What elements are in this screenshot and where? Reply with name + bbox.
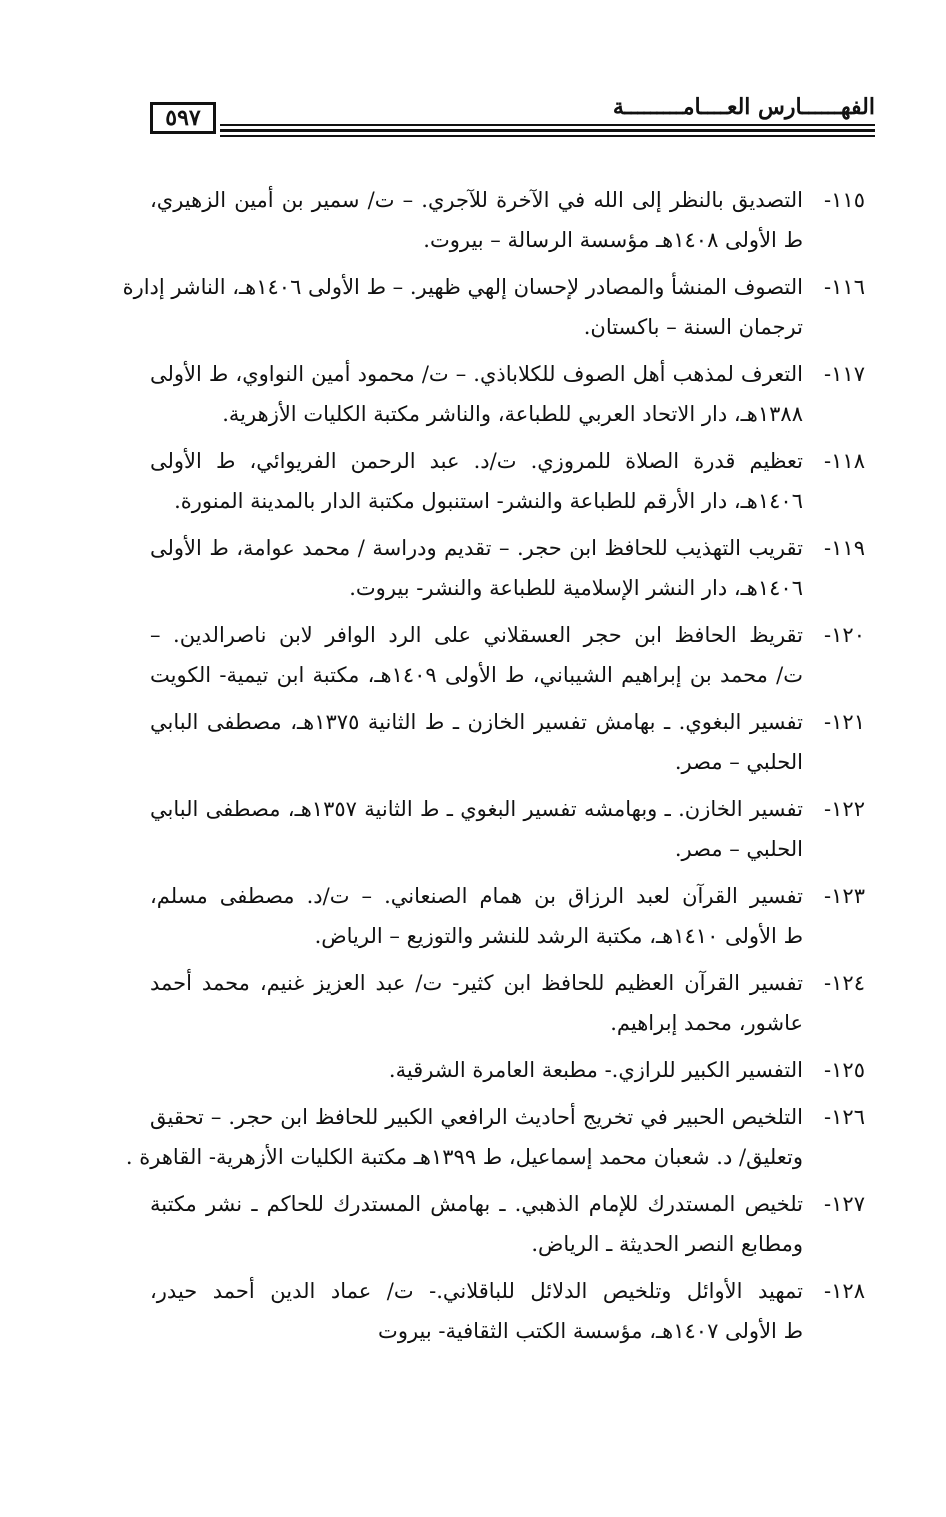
- bibliography-entry: [150, 789, 865, 869]
- entry-text-line: تقريظ الحافظ ابن حجر العسقلاني على الرد الوافر لابن ناصرالدين. –: [150, 623, 803, 647]
- bibliography-entry: [150, 354, 865, 434]
- bibliography-entry: [125, 1097, 865, 1177]
- entry-text-line: تلخيص المستدرك للإمام الذهبي. ـ بهامش المستدرك للحاكم ـ نشر مكتبة: [150, 1192, 803, 1216]
- bibliography-entry: [150, 1050, 865, 1090]
- entry-text-line: التلخيص الحبير في تخريج أحاديث الرافعي الكبير للحافظ ابن حجر. – تحقيق: [150, 1105, 803, 1129]
- entry-text-line: تمهيد الأوائل وتلخيص الدلائل للباقلاني.- ت/ عماد الدين أحمد حيدر،: [150, 1279, 803, 1303]
- header-rule: [220, 129, 875, 132]
- entry-text-line: التصوف المنشأ والمصادر لإحسان إلهي ظهير. – ط الأولى ١٤٠٦هـ، الناشر إدارة: [122, 275, 803, 299]
- running-title: الفهــــــارس العــــامـــــــــة: [612, 94, 875, 120]
- entry-number: ١٢٧-: [824, 1192, 865, 1216]
- entry-number: ١١٦-: [824, 275, 865, 299]
- page-number: ٥٩٧: [150, 102, 216, 134]
- entry-text-line: ط الأولى ١٤٠٨هـ مؤسسة الرسالة – بيروت.: [423, 228, 803, 252]
- entry-number: ١١٩-: [824, 536, 865, 560]
- entry-text-line: الحلبي – مصر.: [674, 750, 803, 774]
- entry-text-line: ط الأولى ١٤١٠هـ، مكتبة الرشد للنشر والتوزيع – الرياض.: [314, 924, 803, 948]
- entry-number: ١٢٠-: [824, 623, 865, 647]
- entry-text-line: تعظيم قدرة الصلاة للمروزي. ت/د. عبد الرحمن الفريوائي، ط الأولى: [150, 449, 803, 473]
- entry-text-line: ومطابع النصر الحديثة ـ الرياض.: [531, 1232, 803, 1256]
- entry-text-line: تفسير البغوي. ـ بهامش تفسير الخازن ـ ط الثانية ١٣٧٥هـ، مصطفى البابي: [150, 710, 804, 734]
- entry-text-line: ١٣٨٨هـ، دار الاتحاد العربي للطباعة، والناشر مكتبة الكليات الأزهرية.: [222, 402, 803, 426]
- page-header: [140, 92, 875, 140]
- bibliography-entry: [150, 702, 865, 782]
- bibliography-entry: [150, 1271, 865, 1351]
- entry-number: ١٢٤-: [824, 971, 865, 995]
- entry-text-line: ١٤٠٦هـ، دار النشر الإسلامية للطباعة والنشر- بيروت.: [349, 576, 803, 600]
- entry-number: ١٢٨-: [824, 1279, 865, 1303]
- entry-number: ١٢٦-: [824, 1105, 865, 1129]
- entry-text-line: تفسير القرآن العظيم للحافظ ابن كثير- ت/ عبد العزيز غنيم، محمد أحمد: [150, 971, 803, 995]
- entry-text-line: تفسير القرآن لعبد الرزاق بن همام الصنعاني. – ت/د. مصطفى مسلم،: [150, 884, 803, 908]
- entry-text-line: التصديق بالنظر إلى الله في الآخرة للآجري. – ت/ سمير بن أمين الزهيري،: [150, 188, 803, 212]
- entry-text-line: ترجمان السنة – باكستان.: [583, 315, 803, 339]
- bibliography-entry: [150, 1184, 865, 1264]
- entry-text-line: الحلبي – مصر.: [674, 837, 803, 861]
- entry-text-line: ط الأولى ١٤٠٧هـ، مؤسسة الكتب الثقافية- بيروت: [378, 1319, 803, 1343]
- entry-number: ١١٥-: [824, 188, 865, 212]
- entry-text-line: ١٤٠٦هـ، دار الأرقم للطباعة والنشر- استنبول مكتبة الدار بالمدينة المنورة.: [174, 489, 803, 513]
- entry-text-line: عاشور، محمد إبراهيم.: [610, 1011, 803, 1035]
- bibliography-entry: [150, 441, 865, 521]
- bibliography-entry: [150, 963, 865, 1043]
- entry-number: ١١٧-: [824, 362, 865, 386]
- header-rule: [220, 124, 875, 126]
- bibliography-entry: [150, 180, 865, 260]
- entry-number: ١٢٢-: [824, 797, 865, 821]
- entry-number: ١٢٣-: [824, 884, 865, 908]
- bibliography-list: [122, 180, 865, 1358]
- entry-text-line: ت/ محمد بن إبراهيم الشيباني، ط الأولى ١٤٠٩هـ، مكتبة ابن تيمية- الكويت: [150, 663, 803, 687]
- entry-text-line: وتعليق/ د. شعبان محمد إسماعيل، ط ١٣٩٩هـ مكتبة الكليات الأزهرية- القاهرة .: [125, 1145, 803, 1169]
- entry-number: ١٢٥-: [824, 1058, 865, 1082]
- entry-text-line: التعرف لمذهب أهل الصوف للكلاباذي. – ت/ محمود أمين النواوي، ط الأولى: [150, 362, 803, 386]
- entry-text-line: التفسير الكبير للرازي.- مطبعة العامرة الشرقية.: [388, 1058, 803, 1082]
- entry-text-line: تقريب التهذيب للحافظ ابن حجر. – تقديم ودراسة / محمد عوامة، ط الأولى: [150, 536, 803, 560]
- header-rule: [220, 135, 875, 137]
- entry-number: ١١٨-: [824, 449, 865, 473]
- bibliography-entry: [122, 267, 865, 347]
- bibliography-entry: [150, 528, 865, 608]
- entry-text-line: تفسير الخازن. ـ وبهامشه تفسير البغوي ـ ط الثانية ١٣٥٧هـ، مصطفى البابي: [150, 797, 803, 821]
- bibliography-entry: [150, 615, 865, 695]
- entry-number: ١٢١-: [824, 710, 865, 734]
- bibliography-entry: [150, 876, 865, 956]
